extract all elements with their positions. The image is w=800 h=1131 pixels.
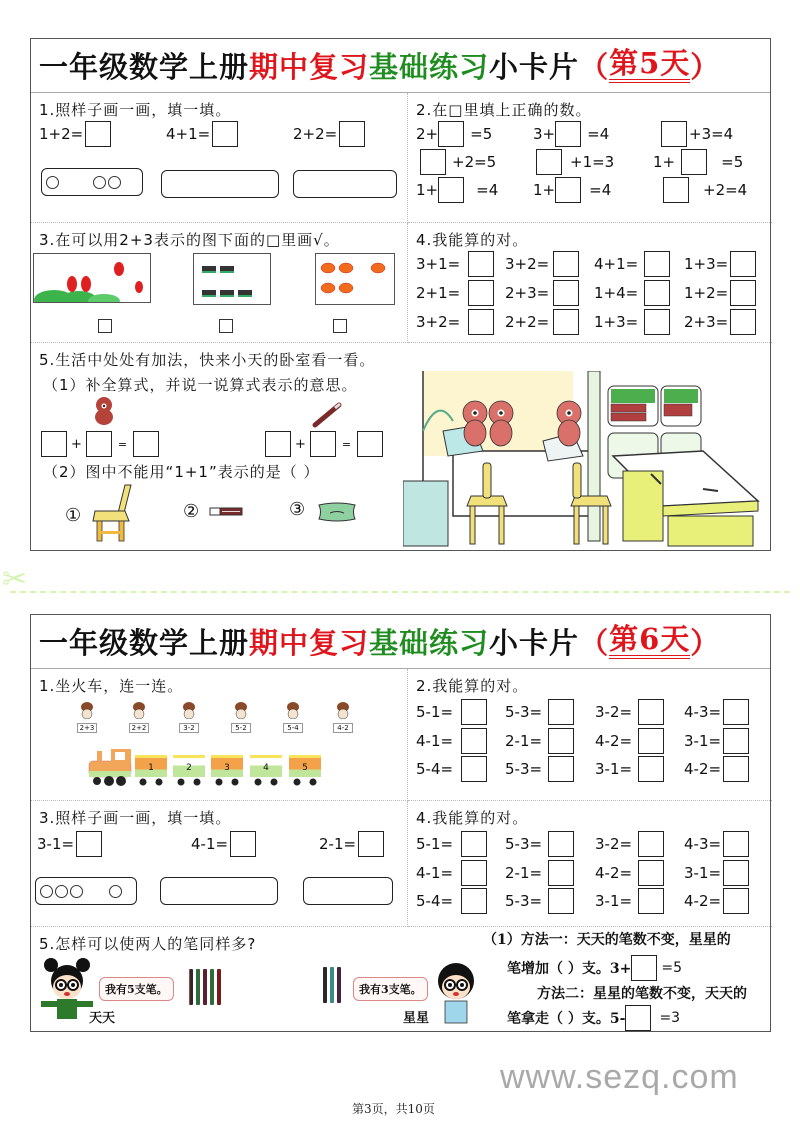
circle-icon	[40, 885, 53, 898]
expression: 5-1=	[416, 703, 454, 721]
expression: 2-1=	[505, 864, 543, 882]
expression: 4-2=	[595, 732, 633, 750]
sub-question-2: （2）图中不能用“1+1”表示的是（ ）	[43, 463, 320, 481]
pencil-icon	[217, 969, 221, 1005]
answer-box[interactable]	[548, 860, 574, 886]
question-1	[31, 93, 408, 223]
animal-label: 5-2	[231, 723, 251, 733]
expression: =4	[476, 181, 499, 199]
equation	[505, 251, 579, 277]
answer-box[interactable]	[555, 177, 581, 203]
drawing-area[interactable]	[293, 170, 397, 198]
expression: 2+2=	[505, 313, 550, 331]
equation	[37, 831, 102, 857]
card-title	[31, 615, 770, 669]
expression: 2+3=	[684, 313, 729, 331]
expression: 2+3=	[505, 284, 550, 302]
question-4	[408, 801, 772, 927]
answer-box[interactable]	[723, 860, 749, 886]
animal-label: 2+3	[77, 723, 97, 733]
card5-grid	[31, 93, 770, 550]
equation	[416, 699, 487, 725]
card6-grid	[31, 669, 770, 1031]
equation	[595, 756, 664, 782]
pencil-icon	[330, 967, 334, 1003]
answer-box[interactable]	[638, 728, 664, 754]
pencil-icon	[311, 401, 343, 429]
answer-box[interactable]	[548, 699, 574, 725]
answer-box[interactable]	[644, 251, 670, 277]
equation	[416, 831, 487, 857]
equation	[416, 177, 498, 203]
train-carriage[interactable]: 4	[250, 755, 282, 777]
expression: 1+	[533, 181, 556, 199]
equation	[595, 888, 664, 914]
expression: 4-2=	[684, 760, 722, 778]
answer-box[interactable]	[85, 121, 111, 147]
equals-sign: =	[117, 437, 128, 451]
expression: 4-3=	[684, 835, 722, 853]
question-5	[31, 927, 772, 1031]
expression: 1+3=	[684, 255, 729, 273]
answer-box[interactable]	[468, 309, 494, 335]
equation	[416, 121, 492, 147]
method-1-line-2: 笔增加（ ）支。3+	[507, 961, 632, 977]
equation	[595, 860, 664, 886]
train-carriage[interactable]: 5	[289, 755, 321, 777]
answer-box[interactable]	[461, 888, 487, 914]
animal-card[interactable]	[179, 701, 199, 733]
expression: 5-4=	[416, 892, 454, 910]
animal-icon	[231, 701, 251, 719]
equation	[166, 121, 238, 147]
answer-box[interactable]	[86, 431, 112, 457]
boy-name-label: 星星	[403, 1011, 430, 1026]
equation	[684, 831, 749, 857]
question-4	[408, 223, 772, 343]
pencil-icon	[196, 969, 200, 1005]
answer-box[interactable]	[644, 280, 670, 306]
expression: 1+4=	[594, 284, 639, 302]
animal-card[interactable]	[333, 701, 353, 733]
expression: 1+2=	[684, 284, 729, 302]
expression: 2+1=	[416, 284, 461, 302]
equation	[661, 121, 733, 147]
pencil-icon	[210, 969, 214, 1005]
wheels-icon	[87, 777, 327, 787]
expression: 4-1=	[191, 835, 229, 853]
equation	[594, 309, 670, 335]
girl-name-label: 天天	[89, 1011, 116, 1026]
answer-box[interactable]	[420, 149, 446, 175]
sub-question-1: （1）补全算式，并说一说算式表示的意思。	[43, 376, 358, 394]
title-close-paren: ）	[690, 50, 721, 84]
equation	[293, 121, 365, 147]
expression: 3-1=	[37, 835, 75, 853]
answer-box[interactable]	[681, 149, 707, 175]
option-3-label[interactable]: ③	[289, 499, 306, 520]
animal-icon	[179, 701, 199, 719]
boy-xingxing-illustration	[431, 957, 481, 1025]
expression: 3+2=	[416, 313, 461, 331]
expression: 2+2=	[293, 125, 338, 143]
animal-icon	[283, 701, 303, 719]
plus-sign: +	[295, 436, 306, 452]
option-1-label[interactable]: ①	[65, 505, 82, 526]
equation	[595, 831, 664, 857]
answer-box[interactable]	[548, 831, 574, 857]
expression: 4-2=	[595, 864, 633, 882]
equation	[505, 888, 574, 914]
card-title	[31, 39, 770, 93]
answer-box[interactable]	[358, 831, 384, 857]
circle-icon	[55, 885, 68, 898]
answer-box[interactable]	[631, 955, 657, 981]
question-title: 1.坐火车，连一连。	[39, 677, 184, 695]
title-part3: 基础练习	[369, 50, 490, 84]
pillow-icon	[316, 501, 358, 523]
circle-icon	[109, 885, 122, 898]
pencil-icon	[203, 969, 207, 1005]
circle-icon	[108, 176, 121, 189]
question-2	[408, 669, 772, 801]
animal-label: 5-4	[283, 723, 303, 733]
answer-box[interactable]	[265, 431, 291, 457]
title-open-paren: （	[579, 50, 610, 84]
equation	[684, 251, 756, 277]
equation	[505, 831, 574, 857]
butterflies-picture	[33, 253, 151, 303]
equation	[594, 280, 670, 306]
answer-box[interactable]	[730, 309, 756, 335]
answer-box[interactable]	[723, 756, 749, 782]
card-day6	[30, 614, 771, 1032]
question-1	[31, 669, 408, 801]
question-title: 1.照样子画一画，填一填。	[39, 101, 232, 119]
answer-box[interactable]	[553, 280, 579, 306]
title-close-paren: ）	[690, 626, 721, 660]
answer-box[interactable]	[644, 309, 670, 335]
equation	[505, 699, 574, 725]
answer-box[interactable]	[548, 728, 574, 754]
animal-card[interactable]	[283, 701, 303, 733]
answer-box[interactable]	[555, 121, 581, 147]
circle-icon	[70, 885, 83, 898]
answer-box[interactable]	[133, 431, 159, 457]
answer-box[interactable]	[468, 280, 494, 306]
answer-box[interactable]	[723, 699, 749, 725]
animal-label: 2+2	[129, 723, 149, 733]
title-part4: 小卡片	[489, 626, 580, 660]
title-day: 第5天	[609, 49, 690, 83]
option-2-label[interactable]: ②	[183, 501, 200, 522]
train-carriage[interactable]: 3	[211, 755, 243, 777]
title-part2: 期中复习	[249, 50, 370, 84]
equation	[595, 728, 664, 754]
expression: 3+2=	[505, 255, 550, 273]
equation	[416, 888, 487, 914]
method-2-line-1: 方法二：星星的笔数不变，天天的	[537, 986, 747, 1002]
animal-icon	[77, 701, 97, 719]
drawing-area[interactable]	[161, 170, 279, 198]
boy-speech-bubble: 我有3支笔。	[353, 977, 428, 1001]
equation	[416, 756, 487, 782]
answer-box[interactable]	[661, 121, 687, 147]
scissor-icon: ✂	[2, 562, 28, 597]
answer-box[interactable]	[357, 431, 383, 457]
animal-label: 3-2	[179, 723, 199, 733]
expression: =4	[587, 125, 610, 143]
fish-picture	[315, 253, 395, 305]
equation	[536, 149, 614, 175]
question-title: 2.我能算的对。	[416, 677, 529, 695]
answer-box[interactable]	[536, 149, 562, 175]
drawing-area-example	[41, 168, 143, 196]
plus-sign: +	[71, 436, 82, 452]
equation	[416, 251, 494, 277]
answer-box[interactable]	[461, 860, 487, 886]
question-5	[31, 343, 772, 550]
question-title: 4.我能算的对。	[416, 231, 529, 249]
question-3	[31, 223, 408, 343]
question-title: 3.在可以用2+3表示的图下面的□里画√。	[39, 231, 340, 249]
answer-box[interactable]	[438, 121, 464, 147]
expression: 3-1=	[684, 732, 722, 750]
train-carriage[interactable]: 2	[173, 755, 205, 777]
answer-box[interactable]	[76, 831, 102, 857]
pencil-icon	[323, 967, 327, 1003]
expression: 1+3=	[594, 313, 639, 331]
equation	[684, 888, 749, 914]
train-carriage[interactable]: 1	[135, 755, 167, 777]
answer-box[interactable]	[553, 309, 579, 335]
expression: 3-1=	[595, 892, 633, 910]
answer-box[interactable]	[339, 121, 365, 147]
girl-speech-bubble: 我有5支笔。	[99, 977, 174, 1001]
expression: 2+	[416, 125, 439, 143]
expression: =5	[721, 153, 744, 171]
question-title: 5.怎样可以使两人的笔同样多?	[39, 935, 257, 953]
expression: 2-1=	[319, 835, 357, 853]
expression: 3+	[533, 125, 556, 143]
question-title: 3.照样子画一画，填一填。	[39, 809, 232, 827]
page-number: 第3页，共10页	[352, 1102, 435, 1116]
expression: +2=5	[452, 153, 497, 171]
answer-box[interactable]	[461, 728, 487, 754]
answer-box[interactable]	[638, 860, 664, 886]
addition-equation-dogs	[41, 431, 159, 457]
expression: 4-1=	[416, 864, 454, 882]
cut-line-divider	[10, 591, 790, 593]
equation	[533, 177, 611, 203]
circle-icon	[46, 176, 59, 189]
expression: 1+	[653, 153, 676, 171]
equation	[416, 728, 487, 754]
bedroom-scene-illustration	[403, 371, 771, 549]
animal-card[interactable]	[129, 701, 149, 733]
expression: =3	[659, 1010, 681, 1026]
boats-picture	[193, 253, 271, 305]
drawing-area[interactable]	[303, 877, 393, 905]
chair-icon	[89, 481, 139, 543]
expression: 3-2=	[595, 703, 633, 721]
answer-box[interactable]	[638, 699, 664, 725]
equation	[505, 860, 574, 886]
dog-icon	[91, 395, 117, 425]
answer-box[interactable]	[461, 831, 487, 857]
equation	[416, 280, 494, 306]
question-3	[31, 801, 408, 927]
equation	[533, 121, 609, 147]
expression: 3+1=	[416, 255, 461, 273]
equation	[663, 177, 747, 203]
equation	[684, 280, 756, 306]
expression: 4-1=	[416, 732, 454, 750]
title-part1: 一年级数学上册	[39, 626, 250, 660]
answer-box[interactable]	[723, 831, 749, 857]
method-2-equation	[507, 1005, 680, 1031]
answer-box[interactable]	[723, 888, 749, 914]
expression: +1=3	[570, 153, 615, 171]
checkbox[interactable]	[219, 319, 233, 333]
equation	[416, 309, 494, 335]
equation	[594, 251, 670, 277]
question-title: 5.生活中处处有加法，快来小天的卧室看一看。	[39, 351, 376, 369]
equation	[684, 699, 749, 725]
equation	[505, 280, 579, 306]
answer-box[interactable]	[548, 756, 574, 782]
answer-box[interactable]	[212, 121, 238, 147]
expression: 5-3=	[505, 835, 543, 853]
expression: 5-4=	[416, 760, 454, 778]
title-part1: 一年级数学上册	[39, 50, 250, 84]
equation	[191, 831, 256, 857]
equation	[653, 149, 743, 175]
expression: 1+	[416, 181, 439, 199]
expression: +3=4	[689, 125, 734, 143]
animal-icon	[129, 701, 149, 719]
animal-label: 4-2	[333, 723, 353, 733]
equation	[684, 309, 756, 335]
method-1-equation	[507, 955, 682, 981]
expression: 5-3=	[505, 760, 543, 778]
watermark: www.sezq.com	[500, 1058, 739, 1096]
expression: 3-1=	[595, 760, 633, 778]
equation	[39, 121, 111, 147]
animal-card[interactable]	[231, 701, 251, 733]
title-day: 第6天	[609, 625, 690, 659]
expression: 5-3=	[505, 703, 543, 721]
answer-box[interactable]	[663, 177, 689, 203]
equation	[420, 149, 496, 175]
title-part4: 小卡片	[489, 50, 580, 84]
expression: =5	[661, 960, 682, 976]
equation	[319, 831, 384, 857]
equation	[505, 309, 579, 335]
answer-box[interactable]	[625, 1005, 651, 1031]
title-open-paren: （	[579, 626, 610, 660]
question-title: 4.我能算的对。	[416, 809, 529, 827]
pencil-icon	[337, 967, 341, 1003]
expression: 4+1=	[594, 255, 639, 273]
expression: 5-3=	[505, 892, 543, 910]
question-title: 2.在□里填上正确的数。	[416, 101, 592, 119]
expression: 4+1=	[166, 125, 211, 143]
expression: 4-3=	[684, 703, 722, 721]
equation	[595, 699, 664, 725]
equation	[416, 860, 487, 886]
expression: =4	[589, 181, 612, 199]
animal-card[interactable]	[77, 701, 97, 733]
book-icon	[209, 505, 245, 519]
animal-icon	[333, 701, 353, 719]
answer-box[interactable]	[461, 756, 487, 782]
answer-box[interactable]	[638, 756, 664, 782]
drawing-area-example	[35, 877, 137, 905]
expression: 3-2=	[595, 835, 633, 853]
answer-box[interactable]	[310, 431, 336, 457]
answer-box[interactable]	[638, 888, 664, 914]
answer-box[interactable]	[438, 177, 464, 203]
answer-box[interactable]	[553, 251, 579, 277]
checkbox[interactable]	[98, 319, 112, 333]
addition-equation-pencils	[265, 431, 383, 457]
expression: 5-1=	[416, 835, 454, 853]
expression: =5	[470, 125, 493, 143]
expression: 2-1=	[505, 732, 543, 750]
answer-box[interactable]	[461, 699, 487, 725]
expression: 1+2=	[39, 125, 84, 143]
expression: 4-2=	[684, 892, 722, 910]
answer-box[interactable]	[730, 251, 756, 277]
equation	[684, 860, 749, 886]
expression: +2=4	[703, 181, 748, 199]
card-day5	[30, 38, 771, 551]
equation	[684, 728, 749, 754]
circle-icon	[93, 176, 106, 189]
equation	[505, 756, 574, 782]
equals-sign: =	[341, 437, 352, 451]
expression: 3-1=	[684, 864, 722, 882]
pencil-icon	[189, 969, 193, 1005]
train	[87, 747, 327, 789]
drawing-area[interactable]	[160, 877, 278, 905]
equation	[684, 756, 749, 782]
method-1-line-1: （1）方法一：天天的笔数不变，星星的	[483, 932, 731, 948]
equation	[505, 728, 574, 754]
title-part3: 基础练习	[369, 626, 490, 660]
answer-box[interactable]	[230, 831, 256, 857]
answer-box[interactable]	[730, 280, 756, 306]
checkbox[interactable]	[333, 319, 347, 333]
method-2-line-2: 笔拿走（ ）支。5-	[507, 1011, 626, 1027]
answer-box[interactable]	[548, 888, 574, 914]
answer-box[interactable]	[638, 831, 664, 857]
title-part2: 期中复习	[249, 626, 370, 660]
answer-box[interactable]	[41, 431, 67, 457]
question-2	[408, 93, 772, 223]
answer-box[interactable]	[723, 728, 749, 754]
answer-box[interactable]	[468, 251, 494, 277]
